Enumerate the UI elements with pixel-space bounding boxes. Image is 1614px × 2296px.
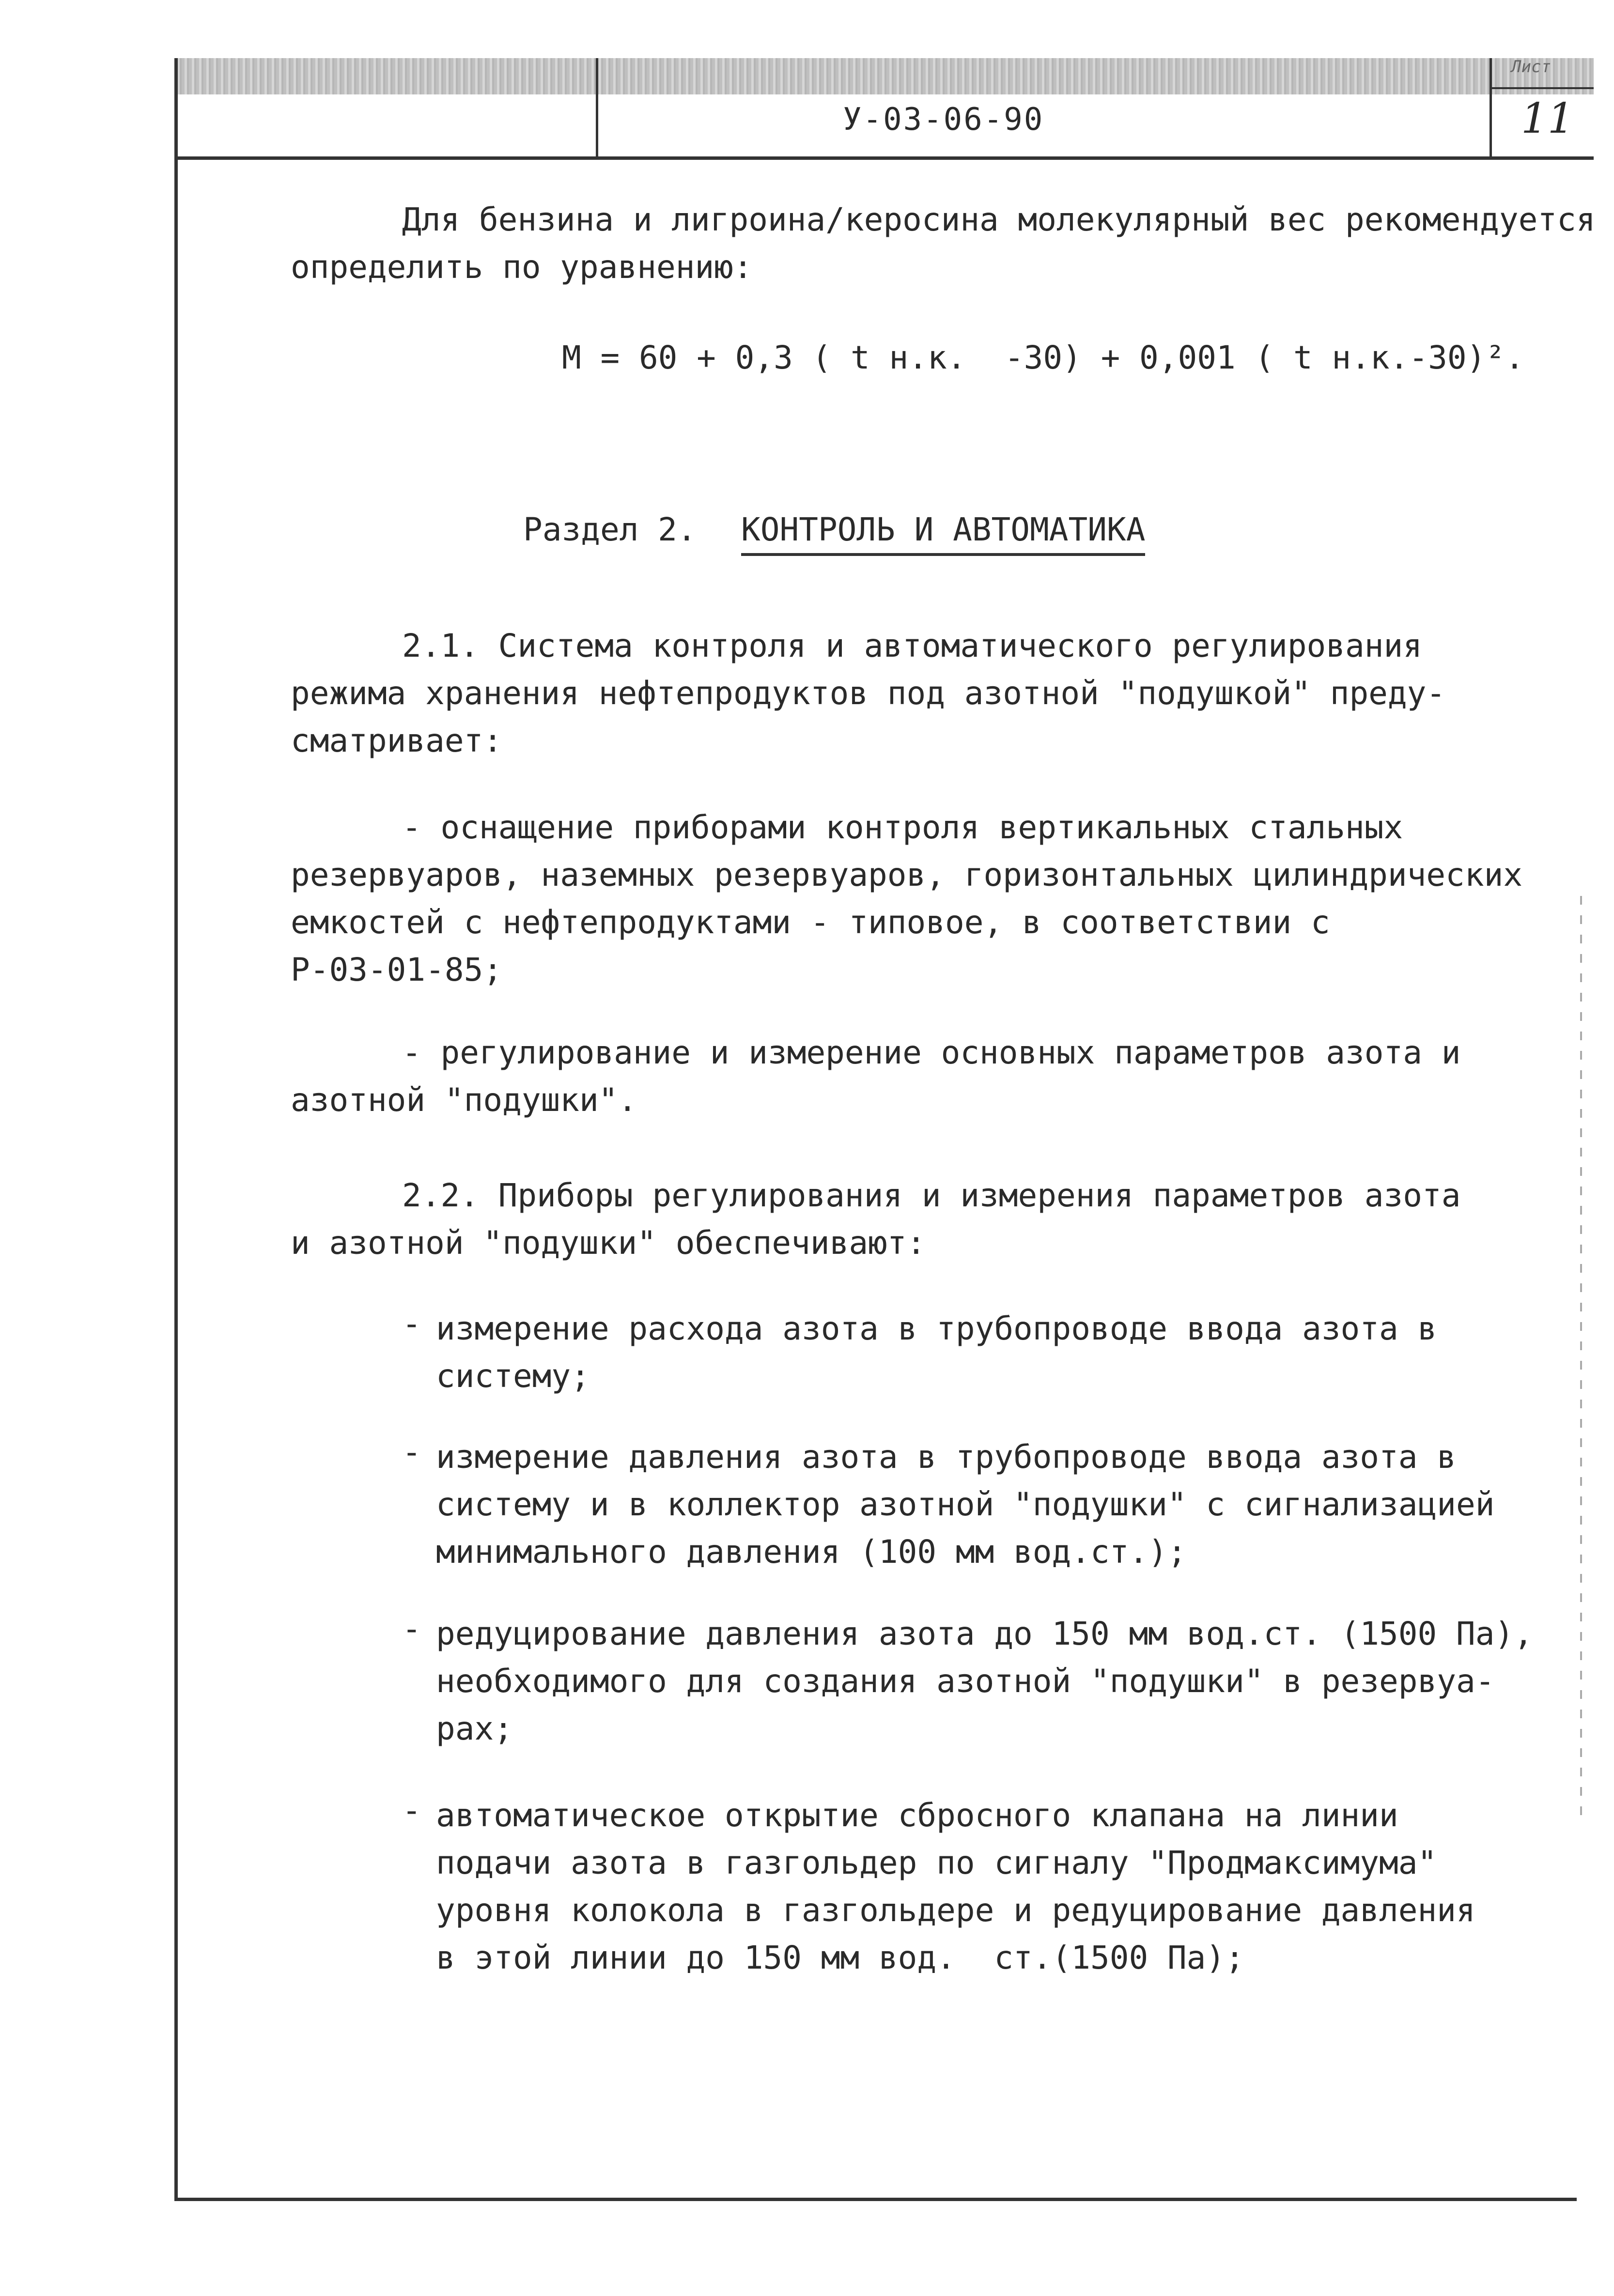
p22-item-line: подачи азота в газгольдер по сигналу "Продмаксимума" <box>436 1844 1437 1881</box>
p22-item-line: рах; <box>436 1710 513 1747</box>
p21-line: режима хранения нефтепродуктов под азотной "подушкой" преду- <box>291 675 1446 712</box>
formula: М = 60 + 0,3 ( t н.к. -30) + 0,001 ( t н.к.-30)². <box>562 339 1524 376</box>
p22-item-line: минимального давления (100 мм вод.ст.); <box>436 1533 1187 1571</box>
section-number: Раздел 2. <box>523 511 697 548</box>
bullet-dash: - <box>402 1792 421 1829</box>
p22-item-line: систему; <box>436 1357 590 1395</box>
p22-item-line: автоматическое открытие сбросного клапана на линии <box>436 1797 1398 1834</box>
p22-line: 2.2. Приборы регулирования и измерения параметров азота <box>402 1177 1461 1214</box>
p22-item-line: необходимого для создания азотной "подушки" в резервуа- <box>436 1663 1495 1700</box>
p21-item-line: Р-03-01-85; <box>291 951 503 988</box>
p21-item-line: емкостей с нефтепродуктами - типовое, в соответствии с <box>291 904 1330 941</box>
intro-line-2: определить по уравнению: <box>291 248 753 286</box>
header-divider <box>596 58 598 160</box>
p21-item-line: азотной "подушки". <box>291 1081 637 1119</box>
p21-line: сматривает: <box>291 722 503 759</box>
p22-item-line: измерение давления азота в трубопроводе ввода азота в <box>436 1438 1456 1476</box>
sheet-number: 11 <box>1521 94 1574 143</box>
p21-item-line: резервуаров, наземных резервуаров, горизонтальных цилиндрических <box>291 856 1523 894</box>
p22-line: и азотной "подушки" обеспечивают: <box>291 1224 926 1262</box>
bullet-dash: - <box>402 1433 421 1471</box>
bullet-dash: - <box>402 1610 421 1648</box>
sheet-label: Лист <box>1511 57 1551 77</box>
p22-item-line: систему и в коллектор азотной "подушки" с сигнализацией <box>436 1486 1495 1523</box>
sheet-cell-line <box>1490 87 1594 89</box>
p22-item-line: уровня колокола в газгольдере и редуцирование давления <box>436 1892 1475 1929</box>
document-code: У-03-06-90 <box>843 102 1044 138</box>
p22-item-line: в этой линии до 150 мм вод. ст.(1500 Па); <box>436 1939 1244 1976</box>
p21-item-line: - регулирование и измерение основных параметров азота и <box>402 1034 1461 1071</box>
header-divider-sheet <box>1490 58 1492 160</box>
p21-line: 2.1. Система контроля и автоматического регулирования <box>402 627 1422 664</box>
intro-line-1: Для бензина и лигроина/керосина молекулярный вес рекомендуется <box>402 201 1596 238</box>
p22-item-line: измерение расхода азота в трубопроводе ввода азота в <box>436 1310 1437 1347</box>
section-title: КОНТРОЛЬ И АВТОМАТИКА <box>741 511 1145 556</box>
bullet-dash: - <box>402 1305 421 1342</box>
p21-item-line: - оснащение приборами контроля вертикальных стальных <box>402 809 1403 846</box>
scan-edge-mark <box>1580 896 1582 1816</box>
p22-item-line: редуцирование давления азота до 150 мм вод.ст. (1500 Па), <box>436 1615 1533 1652</box>
